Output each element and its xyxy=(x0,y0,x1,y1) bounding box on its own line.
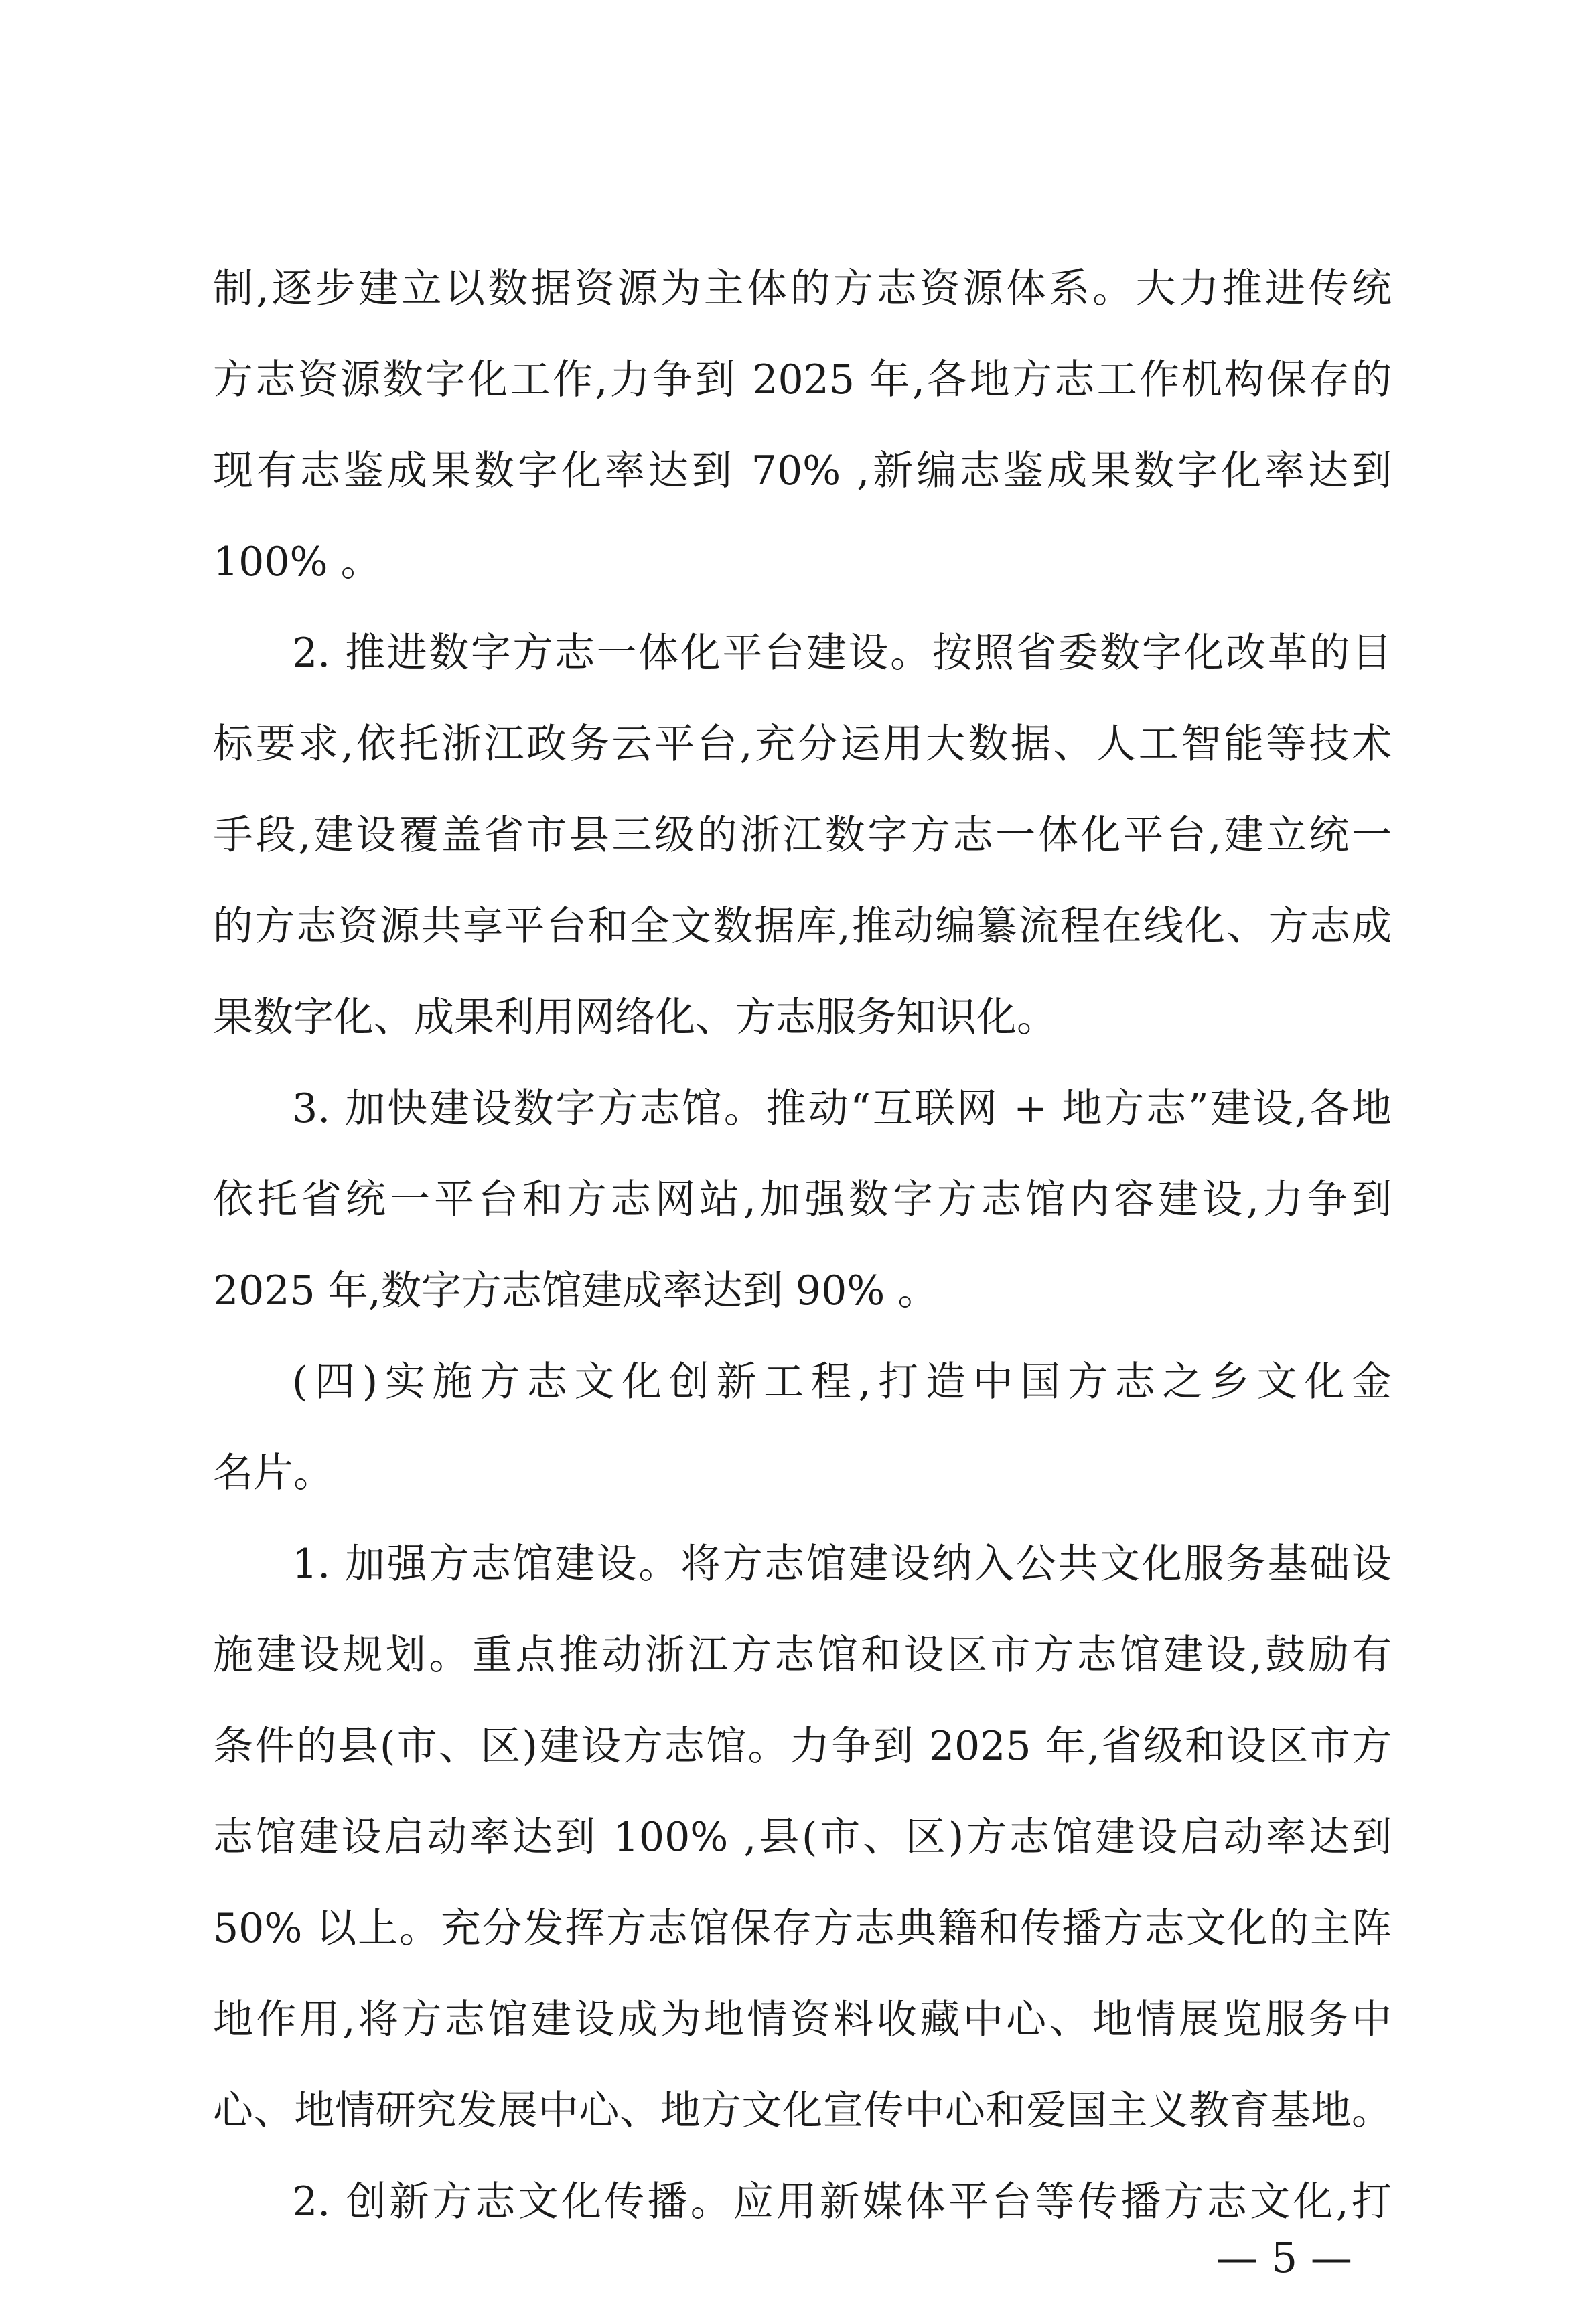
body-text-line: 50% 以上。充分发挥方志馆保存方志典籍和传播方志文化的主阵 xyxy=(213,1905,1392,1952)
body-text-line: 地作用,将方志馆建设成为地情资料收藏中心、地情展览服务中 xyxy=(213,1996,1392,2043)
body-text-line: 标要求,依托浙江政务云平台,充分运用大数据、人工智能等技术 xyxy=(213,721,1392,768)
body-text-line: 条件的县(市、区)建设方志馆。力争到 2025 年,省级和设区市方 xyxy=(213,1723,1392,1770)
body-text-line: 手段,建设覆盖省市县三级的浙江数字方志一体化平台,建立统一 xyxy=(213,812,1392,859)
body-text-line: 2025 年,数字方志馆建成率达到 90% 。 xyxy=(213,1267,938,1314)
body-text-line: 的方志资源共享平台和全文数据库,推动编纂流程在线化、方志成 xyxy=(213,903,1392,950)
body-text-line: 现有志鉴成果数字化率达到 70% ,新编志鉴成果数字化率达到 xyxy=(213,447,1392,494)
body-text-line: 100% 。 xyxy=(213,539,381,585)
body-text-line: 志馆建设启动率达到 100% ,县(市、区)方志馆建设启动率达到 xyxy=(213,1814,1392,1861)
paragraph-start-line: 1. 加强方志馆建设。将方志馆建设纳入公共文化服务基础设 xyxy=(292,1541,1392,1588)
body-text-line: 施建设规划。重点推动浙江方志馆和设区市方志馆建设,鼓励有 xyxy=(213,1632,1392,1679)
paragraph-start-line: 2. 推进数字方志一体化平台建设。按照省委数字化改革的目 xyxy=(292,630,1392,677)
body-text-line: 依托省统一平台和方志网站,加强数字方志馆内容建设,力争到 xyxy=(213,1176,1392,1223)
section-heading-line: 名片。 xyxy=(213,1450,334,1496)
paragraph-start-line: 2. 创新方志文化传播。应用新媒体平台等传播方志文化,打 xyxy=(292,2178,1392,2225)
section-heading-line: (四)实施方志文化创新工程,打造中国方志之乡文化金 xyxy=(292,1358,1392,1405)
body-text-line: 心、地情研究发展中心、地方文化宣传中心和爱国主义教育基地。 xyxy=(213,2087,1392,2134)
paragraph-start-line: 3. 加快建设数字方志馆。推动“互联网 + 地方志”建设,各地 xyxy=(292,1085,1392,1132)
page-number: — 5 — xyxy=(1216,2233,1352,2282)
body-text-line: 方志资源数字化工作,力争到 2025 年,各地方志工作机构保存的 xyxy=(213,356,1392,403)
body-text-line: 制,逐步建立以数据资源为主体的方志资源体系。大力推进传统 xyxy=(213,265,1392,312)
body-text-line: 果数字化、成果利用网络化、方志服务知识化。 xyxy=(213,994,1057,1041)
